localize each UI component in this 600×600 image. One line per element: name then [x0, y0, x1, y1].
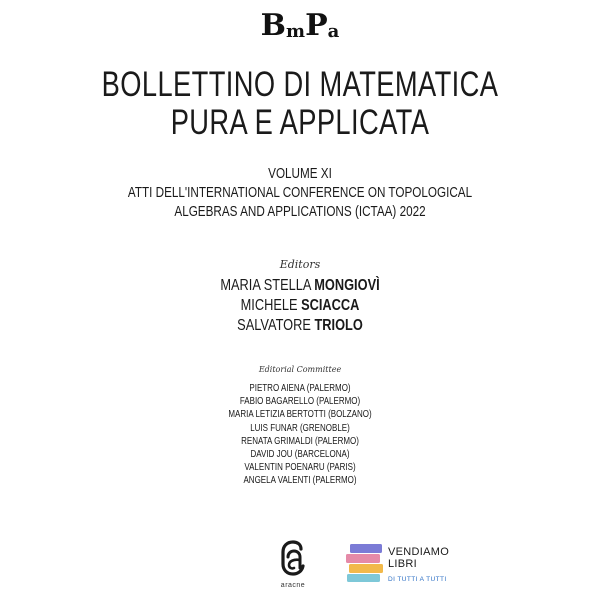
committee-member: DAVID JOU (BARCELONA) [250, 449, 350, 461]
committee-member: ANGELA VALENTI (PALERMO) [243, 475, 357, 487]
books-stack-icon [346, 542, 386, 586]
subtitle-line-2: ALGEBRAS AND APPLICATIONS (ICTAA) 2022 [174, 203, 426, 220]
committee-member: MARIA LETIZIA BERTOTTI (BOLZANO) [228, 409, 372, 421]
committee-list [60, 382, 540, 488]
committee-member: PIETRO AIENA (PALERMO) [249, 383, 351, 394]
committee-member: LUIS FUNAR (GRENOBLE) [250, 422, 350, 434]
title-line-1: BOLLETTINO DI MATEMATICA [101, 65, 499, 104]
book-subtitle [66, 164, 534, 221]
aracne-publisher-logo [278, 540, 308, 589]
committee-member: RENATA GRIMALDI (PALERMO) [241, 435, 359, 447]
editor-name: MARIA STELLA MONGIOVÌ [220, 277, 380, 294]
aracne-icon [279, 540, 307, 576]
book-stripe [347, 574, 380, 582]
title-line-2: PURA E APPLICATA [170, 103, 430, 142]
vendiamo-libri-badge [346, 540, 456, 590]
editors-label: Editors [279, 258, 321, 271]
committee-member: FABIO BAGARELLO (PALERMO) [239, 396, 361, 408]
publisher-name: aracne [280, 582, 306, 589]
committee-label: Editorial Committee [258, 365, 342, 374]
volume-label: VOLUME XI [268, 165, 332, 182]
editors-list [60, 276, 540, 336]
book-title [66, 66, 534, 142]
book-stripe [350, 544, 382, 553]
bmpa-logo: BmPa [260, 8, 340, 43]
badge-tagline: DI TUTTI A TUTTI [388, 576, 447, 583]
editor-name: SALVATORE TRIOLO [237, 317, 363, 334]
book-stripe [349, 564, 383, 573]
book-stripe [346, 554, 380, 563]
committee-member: VALENTIN POENARU (PARIS) [244, 462, 356, 474]
editor-name: MICHELE SCIACCA [240, 297, 360, 314]
badge-title: VENDIAMO LIBRI [388, 546, 450, 570]
subtitle-line-1: ATTI DELL'INTERNATIONAL CONFERENCE ON TOPOLOGICAL [127, 184, 473, 201]
